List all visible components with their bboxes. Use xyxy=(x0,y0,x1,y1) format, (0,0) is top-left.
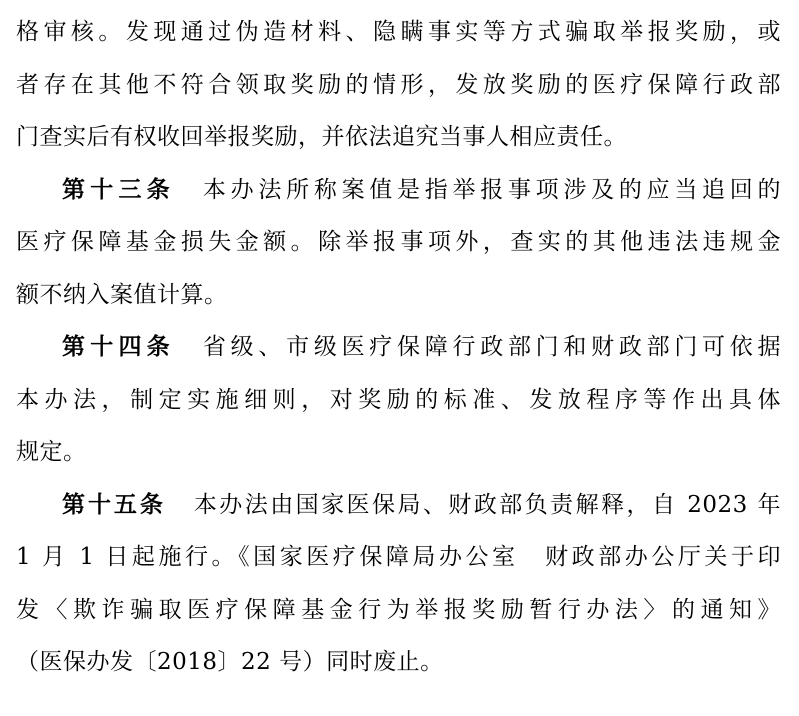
text-line: 者存在其他不符合领取奖励的情形，发放奖励的医疗保障行政部 xyxy=(16,71,781,98)
text-line-first xyxy=(16,329,781,382)
text-line: （医保办发〔2018〕22 号）同时废止。 xyxy=(16,649,444,675)
text-line: 医疗保障基金损失金额。除举报事项外，查实的其他违法违规金 xyxy=(16,229,781,255)
text-line-first xyxy=(16,487,781,540)
text-line: 门查实后有权收回举报奖励，并依法追究当事人相应责任。 xyxy=(16,124,627,150)
article-number: 第十五条 xyxy=(62,490,166,518)
text-line: 格审核。发现通过伪造材料、隐瞒事实等方式骗取举报奖励，或 xyxy=(16,19,781,45)
article-text: 本办法所称案值是指举报事项涉及的应当追回的 xyxy=(202,176,782,203)
article-text: 省级、市级医疗保障行政部门和财政部门可依据 xyxy=(202,334,782,360)
text-line: 额不纳入案值计算。 xyxy=(16,281,228,308)
text-line: 规定。 xyxy=(16,439,87,465)
article-number: 第十四条 xyxy=(62,333,175,360)
text-line: 发〈欺诈骗取医疗保障基金行为举报奖励暂行办法〉的通知》 xyxy=(16,596,781,623)
paragraph-article-12-tail xyxy=(16,14,781,172)
article-text: 本办法由国家医保局、财政部负责解释，自 2023 年 xyxy=(193,491,782,518)
paragraph-article-13 xyxy=(16,172,781,330)
text-line: 1 月 1 日起施行。《国家医疗保障局办公室 财政部办公厅关于印 xyxy=(16,544,781,570)
article-number: 第十三条 xyxy=(62,175,175,203)
text-line-first xyxy=(16,172,781,225)
document-body xyxy=(16,14,781,697)
paragraph-article-15 xyxy=(16,487,781,697)
paragraph-article-14 xyxy=(16,329,781,487)
text-line: 本办法，制定实施细则，对奖励的标准、发放程序等作出具体 xyxy=(16,386,781,413)
